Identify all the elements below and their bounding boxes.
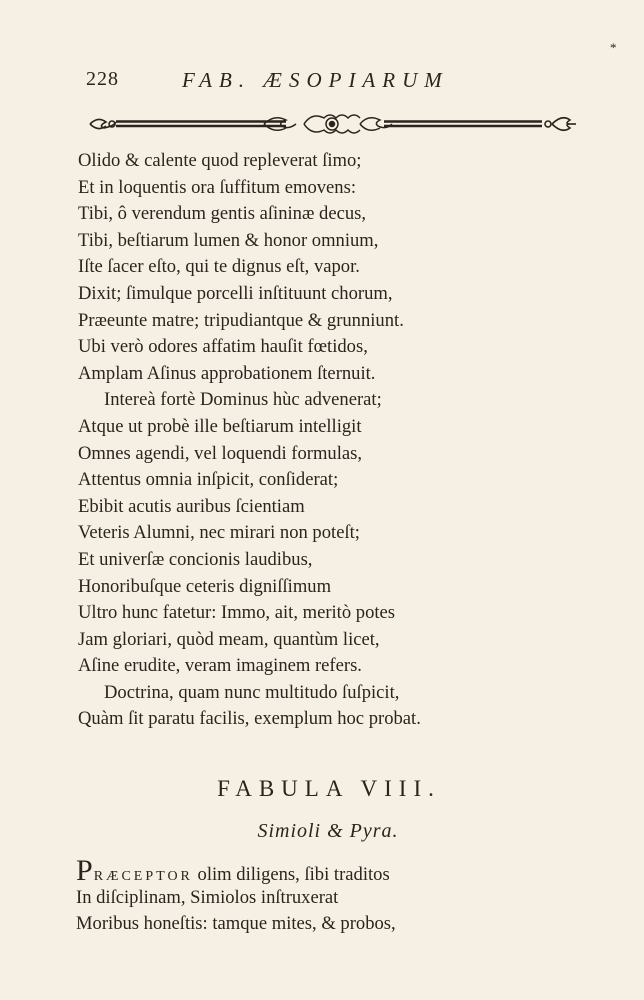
fable-line: Moribus honeſtis: tamque mites, & probos, [76, 913, 396, 935]
verse-line: Ubi verò odores affatim hauſit fœtidos, [78, 336, 368, 358]
verse-line: Et univerſæ concionis laudibus, [78, 548, 313, 570]
initial-word-smallcaps: RÆCEPTOR [93, 869, 193, 884]
verse-line: Doctrina, quam nunc multitudo ſuſpicit, [104, 681, 400, 703]
fable-line: In diſciplinam, Simiolos inſtruxerat [76, 886, 339, 908]
fable-subtitle: Simioli & Pyra. [257, 820, 399, 842]
verse-line: Tibi, beſtiarum lumen & honor omnium, [78, 229, 379, 251]
page-number: 228 [86, 68, 119, 90]
running-head-title: FAB. ÆSOPIARUM [182, 68, 449, 92]
fable-first-line [76, 854, 556, 887]
verse-line: Honoribuſque ceteris digniſſimum [78, 575, 332, 597]
first-line-text: olim diligens, ſibi traditos [192, 864, 390, 885]
verse-line: Omnes agendi, vel loquendi formulas, [78, 442, 363, 464]
verse-line: Præeunte matre; tripudiantque & grunniunt. [78, 309, 404, 331]
fable-heading: FABULA VIII. [217, 776, 441, 801]
verse-line: Olido & calente quod repleverat ſimo; [78, 150, 362, 171]
verse-line: Quàm ſit paratu facilis, exemplum hoc probat. [78, 708, 421, 730]
running-head [86, 68, 506, 96]
verse-line: Ebibit acutis auribus ſcientiam [78, 495, 305, 517]
fable-text [76, 854, 556, 938]
verse-line: Atque ut probè ille beſtiarum intelligit [78, 415, 362, 437]
verse-line: Et in loquentis ora ſuffitum emovens: [78, 176, 357, 198]
ornamental-rule [86, 110, 578, 138]
verse-line: Attentus omnia inſpicit, conſiderat; [78, 469, 339, 491]
verse-line: Amplam Aſinus approbationem ſternuit. [78, 362, 376, 384]
verse-line: Ultro hunc fatetur: Immo, ait, meritò potes [78, 602, 396, 624]
verse-line: Intereà fortè Dominus hùc advenerat; [104, 389, 382, 411]
verse-line: Jam gloriari, quòd meam, quantùm licet, [78, 628, 380, 650]
verse-line: Veteris Alumni, nec mirari non poteſt; [78, 522, 360, 544]
verse-block [78, 148, 538, 733]
verse-line: Tibi, ô verendum gentis aſininæ decus, [78, 203, 367, 225]
corner-mark: * [610, 40, 617, 55]
verse-line: Dixit; ſimulque porcelli inſtituunt chorum, [78, 282, 393, 304]
verse-line: Aſine erudite, veram imaginem refers. [78, 655, 362, 677]
initial-letter: P [76, 854, 94, 887]
verse-line: Iſte ſacer eſto, qui te dignus eſt, vapor. [78, 256, 360, 278]
